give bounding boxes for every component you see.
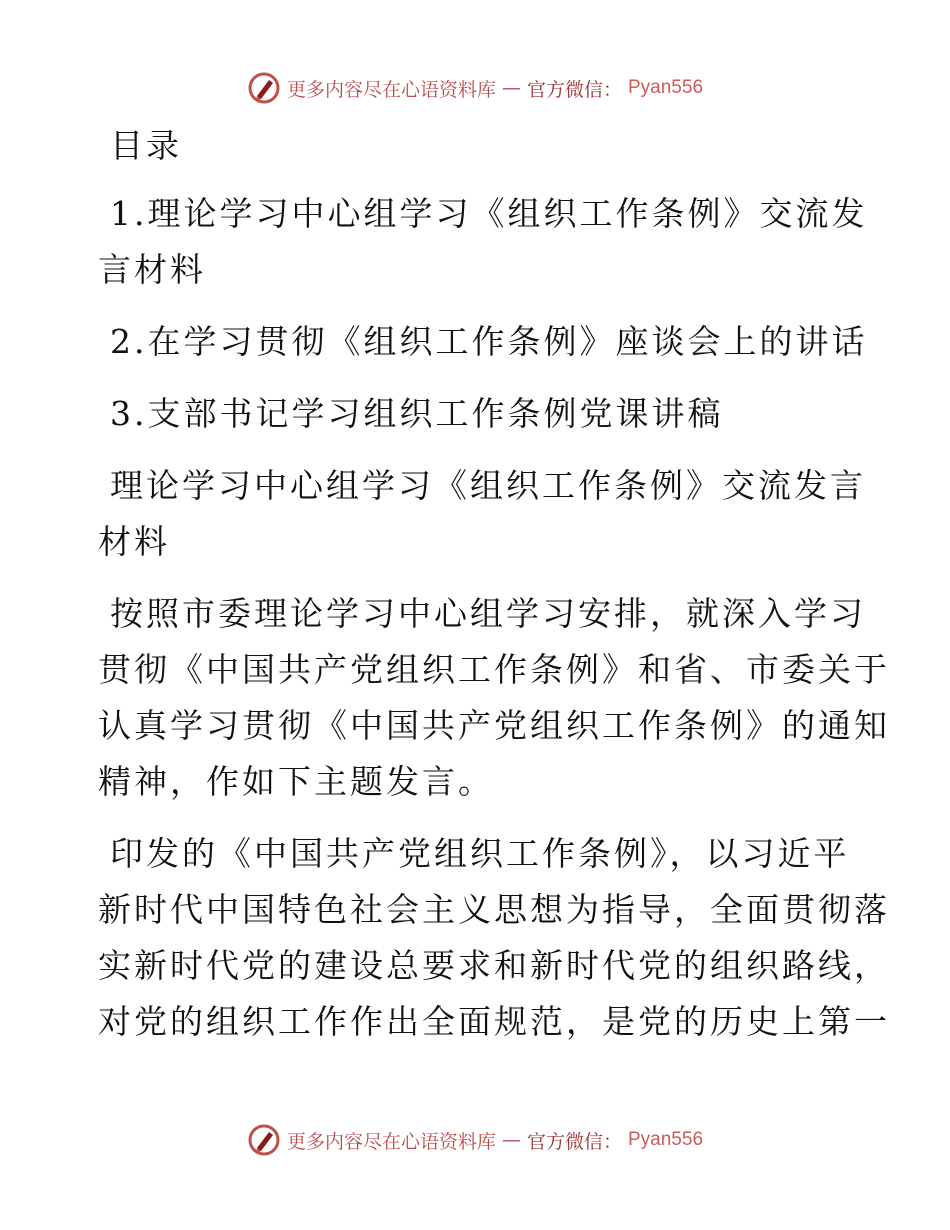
paragraph-line: 印发的《中国共产党组织工作条例》，以习近平 [110,834,850,873]
article-title-line: 材料 [98,522,170,561]
header-site-text: 更多内容尽在心语资料库 [286,78,496,101]
toc-item-line: 1.理论学习中心组学习《组织工作条例》交流发 [110,194,868,233]
toc-item-line: 2.在学习贯彻《组织工作条例》座谈会上的讲话 [110,322,868,361]
toc-item [98,314,868,370]
paragraph-2 [98,826,890,1050]
toc-item [98,186,868,298]
toc-title: 目录 [110,126,182,165]
footer-banner [0,1120,950,1160]
header-official-text: 官方微信： [526,78,622,101]
footer-official-text: 官方微信： [526,1130,622,1153]
paragraph-line: 认真学习贯彻《中国共产党组织工作条例》的通知 [98,706,890,745]
toc-item-line: 3.支部书记学习组织工作条例党课讲稿 [110,394,724,433]
header-dash: — [501,77,521,99]
pen-logo-icon [247,1123,281,1157]
article-title-line: 理论学习中心组学习《组织工作条例》交流发言 [110,466,866,505]
footer-dash: — [501,1129,521,1151]
header-banner [0,68,950,108]
paragraph-line: 贯彻《中国共产党组织工作条例》和省、市委关于 [98,650,890,689]
paragraph-line: 新时代中国特色社会主义思想为指导，全面贯彻落 [98,890,890,929]
toc-item-line: 言材料 [98,250,206,289]
footer-site-text: 更多内容尽在心语资料库 [286,1130,496,1153]
toc-item [98,386,850,442]
footer-wechat-id: Pyan556 [628,1129,704,1150]
header-wechat-id: Pyan556 [628,77,704,98]
article-title [98,458,866,570]
paragraph-line: 对党的组织工作作出全面规范，是党的历史上第一 [98,1002,890,1041]
paragraph-line: 实新时代党的建设总要求和新时代党的组织路线， [98,946,890,985]
paragraph-line: 按照市委理论学习中心组学习安排，就深入学习 [110,594,866,633]
document-body [98,118,890,1050]
pen-logo-icon [247,71,281,105]
paragraph-line: 精神，作如下主题发言。 [98,762,494,801]
paragraph-1 [98,586,890,810]
